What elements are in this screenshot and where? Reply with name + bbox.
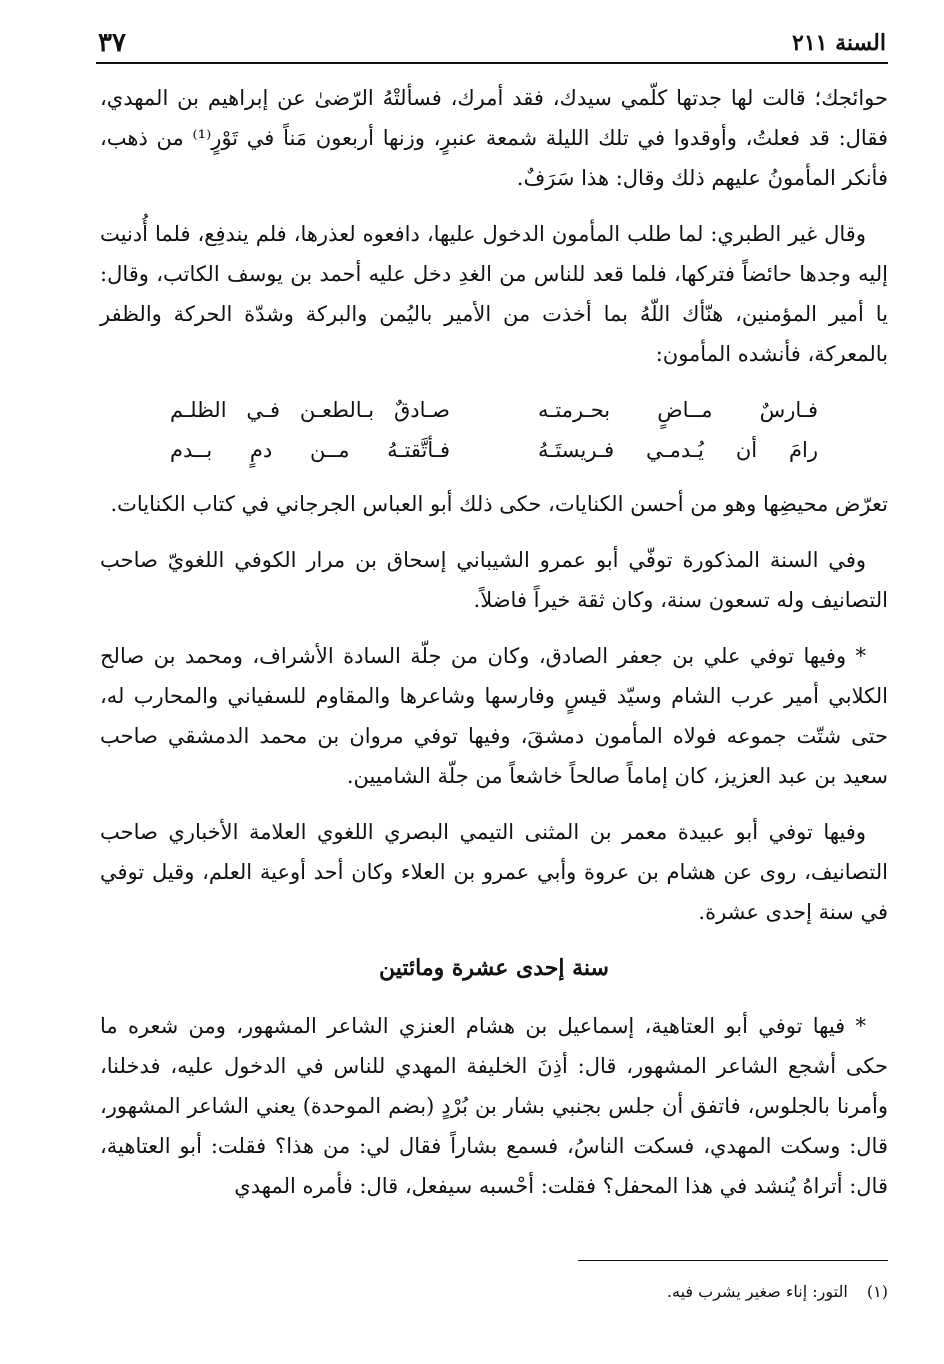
header-divider — [96, 62, 888, 64]
poem-verse-1-second-hemistich: صـادقٌ بـالطعـن فـي الظلـم — [170, 398, 450, 422]
paragraph-5: * وفيها توفي علي بن جعفر الصادق، وكان من جلّة السادة الأشراف، ومحمد بن صالح الكلابي أمير عرب الشام وسيّد قيسٍ وفارسها وشاعرها والمقاوم للسفياني والمحارب له، حتى شتّت جموعه فولاه المأمون دمشقَ، وفيها توفي مروان بن محمد الدمشقي صاحب سعيد بن عبد العزيز، كان إماماً صالحاً خاشعاً من جلّة الشاميين. — [100, 644, 888, 788]
footnote-number: (١) — [866, 1282, 888, 1301]
paragraph-3: تعرّض محيضِها وهو من أحسن الكنايات، حكى ذلك أبو العباس الجرجاني في كتاب الكنايات. — [110, 492, 888, 516]
page-number: ٣٧ — [98, 28, 126, 58]
poem-verse-1-first-hemistich: فـارسٌ مــاضٍ بحـرمتـه — [538, 398, 818, 422]
paragraph-1: حوائجك؛ قالت لها جدتها كلّمي سيدك، فقد أمرك، فسألتْهُ الرّضىٰ عن إبراهيم بن المهدي، فقال: قد فعلتُ، وأوقدوا في تلك الليلة شمعة عنبرٍ، وزنها أربعون مَناً في تَوْرٍ⁽¹⁾ من ذهب، فأنكر المأمونُ عليهم ذلك وقال: هذا سَرَفٌ. — [100, 86, 888, 190]
footnote-divider — [578, 1260, 888, 1261]
footnote — [667, 1282, 888, 1301]
main-text — [100, 78, 888, 1222]
paragraph-7: * فيها توفي أبو العتاهية، إسماعيل بن هشام العنزي الشاعر المشهور، ومن شعره ما حكى أشجع الشاعر المشهور، قال: أذِنَ الخليفة المهدي للناس في الدخول عليه، فدخلنا، وأمرنا بالجلوس، فاتفق أن جلس بجنبي بشار بن بُرْدٍ (بضم الموحدة) يعني الشاعر المشهور، قال: وسكت المهدي، فسكت الناسُ، فسمع بشاراً فقال لي: من هذا؟ فقلت: أبو العتاهية، قال: أتراهُ يُنشد في هذا المحفل؟ فقلت: أحْسبه سيفعل، قال: فأمره المهدي — [100, 1014, 888, 1198]
paragraph-2: وقال غير الطبري: لما طلب المأمون الدخول عليها، دافعوه لعذرها، فلم يندفِع، فلما أُدنيت إليه وجدها حائضاً فتركها، فلما قعد للناس من الغدِ دخل عليه أحمد بن يوسف الكاتب، وقال: يا أمير المؤمنين، هنّأك اللّهُ بما أخذت من الأمير باليُمن والبركة وشدّة الحركة والظفر بالمعركة، فأنشده المأمون: — [100, 222, 888, 366]
poem-verse-2-second-hemistich: فـأتَّقتـهُ مــن دمٍ بــدم — [170, 438, 450, 462]
running-header-title: السنة ٢١١ — [792, 30, 886, 56]
paragraph-6: وفيها توفي أبو عبيدة معمر بن المثنى التيمي البصري اللغوي العلامة الأخباري صاحب التصانيف، روى عن هشام بن عروة وأبي عمرو بن العلاء وكان أحد أوعية العلم، وقيل توفي في سنة إحدى عشرة. — [100, 820, 888, 924]
paragraph-4: وفي السنة المذكورة توفّي أبو عمرو الشيباني إسحاق بن مرار الكوفي اللغويّ صاحب التصانيف وله تسعون سنة، وكان ثقة خيراً فاضلاً. — [100, 548, 888, 612]
poem-verse-2-first-hemistich: رامَ أن يُـدمـي فـريستَـهُ — [538, 438, 818, 462]
section-heading: سنة إحدى عشرة ومائتين — [378, 955, 609, 981]
poem-verse-2 — [100, 430, 888, 470]
footnote-text: التور: إناء صغير يشرب فيه. — [666, 1282, 848, 1301]
poem-verse-1 — [100, 390, 888, 430]
poem-block — [100, 390, 888, 470]
page-header — [98, 28, 886, 64]
